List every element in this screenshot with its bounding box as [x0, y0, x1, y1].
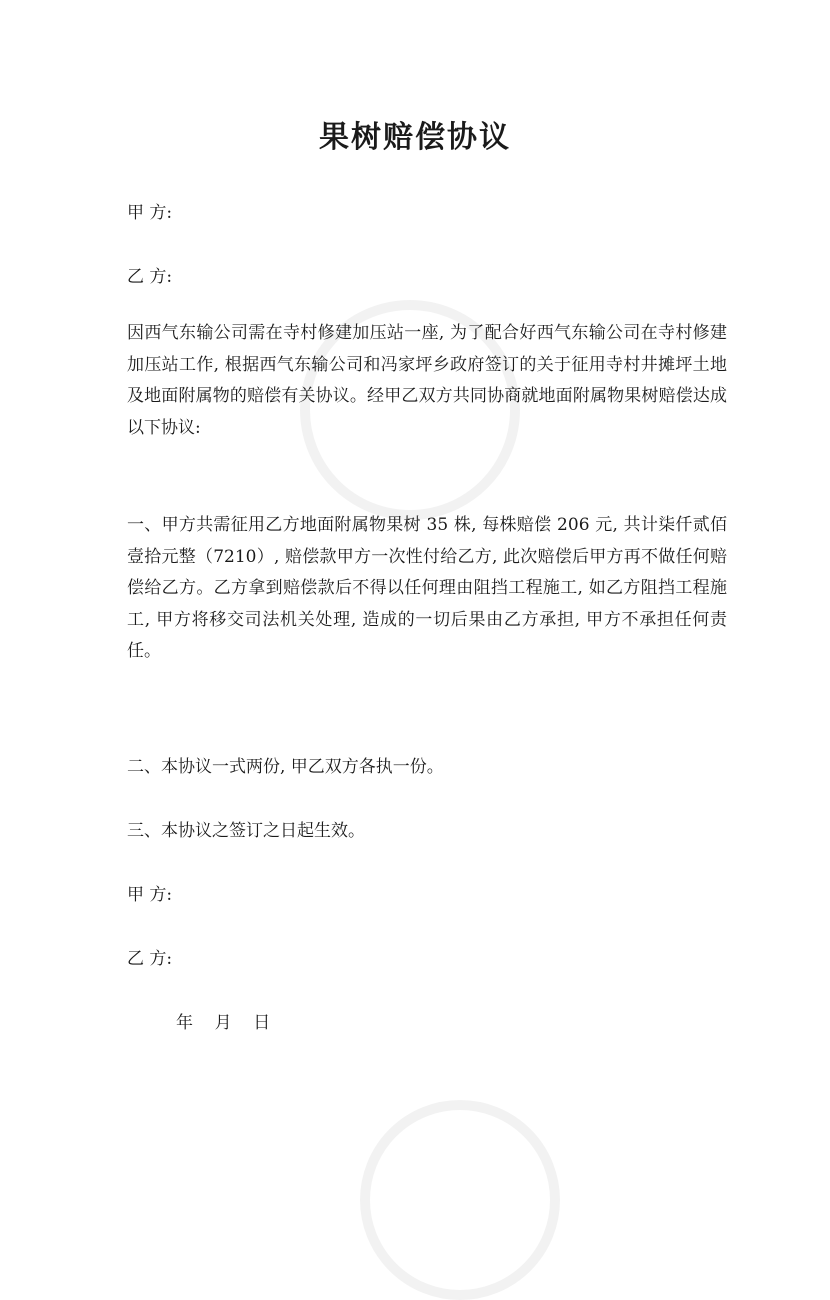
document-title: 果树赔偿协议	[319, 120, 511, 155]
party-a-label: 甲 方:	[127, 203, 173, 223]
clause-1: 一、甲方共需征用乙方地面附属物果树 35 株, 每株赔偿 206 元, 共计柒仟贰佰壹拾元整（7210）, 赔偿款甲方一次性付给乙方, 此次赔偿后甲方再不做任何赔偿给乙方。乙方拿到赔偿款后不得以任何理由阻挡工程施工, 如乙方阻挡工程施工, 甲方将移交司法机关处理, 造成的一切后果由乙方承担, 甲方不承担任何责任。	[127, 515, 727, 661]
party-b-label: 乙 方:	[127, 267, 173, 287]
signature-date: 年 月 日	[176, 1013, 271, 1033]
clause-3: 三、本协议之签订之日起生效。	[127, 821, 365, 841]
signature-party-a: 甲 方:	[127, 885, 173, 905]
clause-2: 二、本协议一式两份, 甲乙双方各执一份。	[127, 757, 444, 777]
preamble-paragraph: 因西气东输公司需在寺村修建加压站一座, 为了配合好西气东输公司在寺村修建加压站工作, 根据西气东输公司和冯家坪乡政府签订的关于征用寺村井摊坪土地及地面附属物的赔偿有关协议。经甲乙双方共同协商就地面附属物果树赔偿达成以下协议:	[127, 323, 727, 438]
signature-party-b: 乙 方:	[127, 949, 173, 969]
watermark-seal-bottom	[360, 1100, 560, 1300]
